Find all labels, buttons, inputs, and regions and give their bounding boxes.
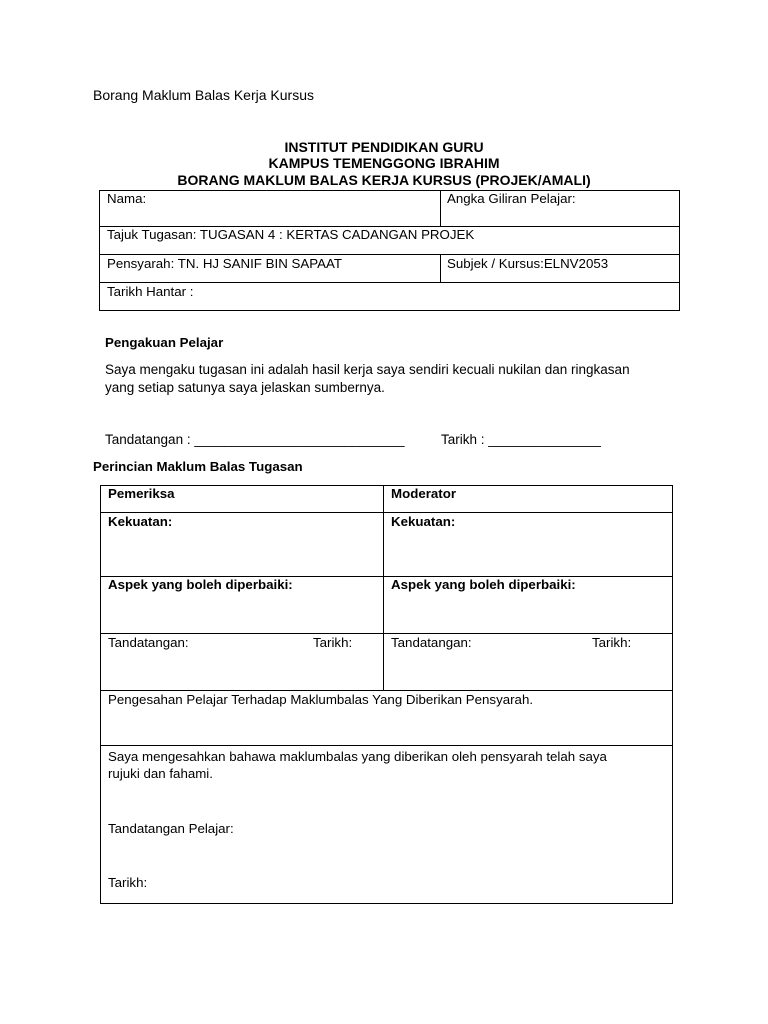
- kekuatan-pemeriksa: Kekuatan:: [108, 514, 173, 529]
- tarikh-hantar-field: Tarikh Hantar :: [107, 284, 194, 299]
- tajuk-tugasan-field: Tajuk Tugasan: TUGASAN 4 : KERTAS CADANGAN PROJEK: [107, 227, 475, 242]
- subjek-kursus-field: Subjek / Kursus:ELNV2053: [447, 256, 609, 271]
- pensyarah-field: Pensyarah: TN. HJ SANIF BIN SAPAAT: [107, 256, 342, 271]
- tarikh-pelajar: Tarikh:: [108, 875, 148, 890]
- tarikh-moderator: Tarikh:: [592, 635, 632, 650]
- pengakuan-date: Tarikh : _______________: [441, 432, 601, 447]
- aspek-moderator: Aspek yang boleh diperbaiki:: [391, 577, 576, 592]
- pengakuan-signature: Tandatangan : ____________________________: [105, 432, 405, 447]
- mengesahkan-line1: Saya mengesahkan bahawa maklumbalas yang diberikan oleh pensyarah telah saya: [108, 749, 607, 764]
- document-title: Borang Maklum Balas Kerja Kursus: [93, 87, 314, 103]
- perincian-heading: Perincian Maklum Balas Tugasan: [93, 459, 303, 474]
- tandatangan-pemeriksa: Tandatangan:: [108, 635, 189, 650]
- header-institute: INSTITUT PENDIDIKAN GURU: [284, 139, 484, 155]
- pengesahan-text: Pengesahan Pelajar Terhadap Maklumbalas Yang Diberikan Pensyarah.: [108, 692, 534, 707]
- header-form-title: BORANG MAKLUM BALAS KERJA KURSUS (PROJEK/AMALI): [177, 172, 591, 188]
- angka-giliran-field: Angka Giliran Pelajar:: [447, 191, 576, 206]
- tandatangan-pelajar: Tandatangan Pelajar:: [108, 821, 234, 836]
- pengakuan-heading: Pengakuan Pelajar: [105, 335, 224, 350]
- nama-field: Nama:: [107, 191, 147, 206]
- mengesahkan-line2: rujuki dan fahami.: [108, 766, 213, 781]
- pengakuan-text-line1: Saya mengaku tugasan ini adalah hasil kerja saya sendiri kecuali nukilan dan ringkasan: [105, 362, 630, 377]
- header-campus: KAMPUS TEMENGGONG IBRAHIM: [268, 155, 500, 171]
- tandatangan-moderator: Tandatangan:: [391, 635, 472, 650]
- kekuatan-moderator: Kekuatan:: [391, 514, 456, 529]
- moderator-header: Moderator: [391, 486, 457, 501]
- pengakuan-text-line2: yang setiap satunya saya jelaskan sumbernya.: [105, 380, 385, 395]
- pemeriksa-header: Pemeriksa: [108, 486, 175, 501]
- tarikh-pemeriksa: Tarikh:: [313, 635, 353, 650]
- aspek-pemeriksa: Aspek yang boleh diperbaiki:: [108, 577, 293, 592]
